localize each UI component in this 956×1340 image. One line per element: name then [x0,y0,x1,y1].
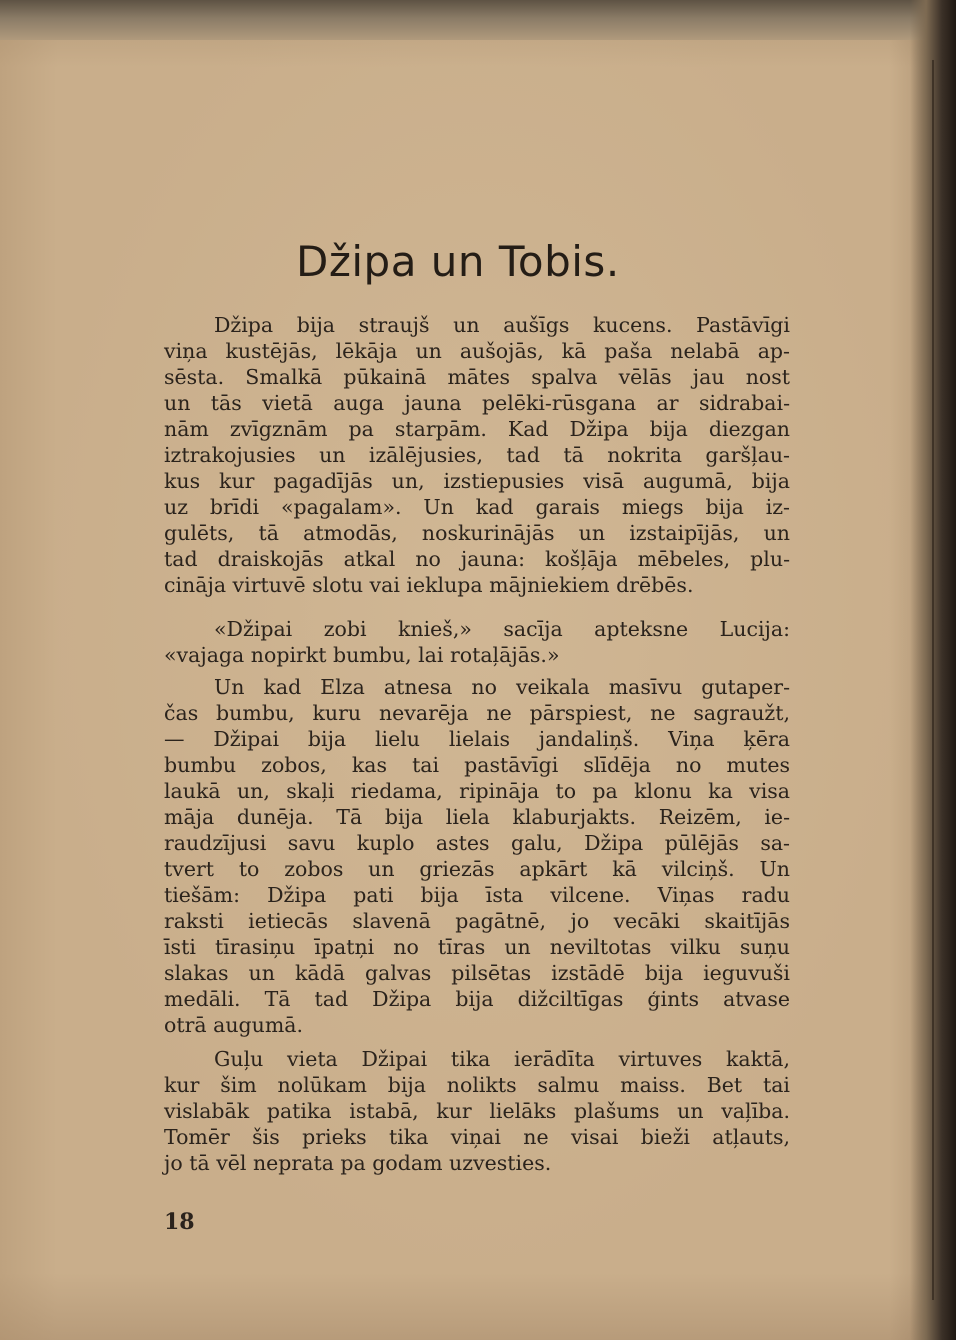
text-line: jo tā vēl neprata pa godam uzvesties. [164,1151,552,1175]
text-line: — Džipai bija lielu lielais jandaliņš. Viņa ķēra [164,727,790,751]
text-line: gulēts, tā atmodās, noskurinājās un izstaipījās, un [164,521,790,545]
text-line: bumbu zobos, kas tai pastāvīgi slīdēja no mutes [164,753,790,777]
text-line: Džipa bija straujš un aušīgs kucens. Pastāvīgi [214,313,790,337]
text-line: čas bumbu, kuru nevarēja ne pārspiest, ne sagraužt, [164,701,790,725]
text-line: laukā un, skaļi riedama, ripināja to pa klonu ka visa [164,779,790,803]
text-line: tad draiskojās atkal no jauna: košļāja mēbeles, plu- [164,547,790,571]
text-line: «vajaga nopirkt bumbu, lai rotaļājās.» [164,643,560,667]
text-line: Tomēr šis prieks tika viņai ne visai bieži atļauts, [164,1125,790,1149]
text-line: raudzījusi savu kuplo astes galu, Džipa pūlējās sa- [164,831,790,855]
chapter-title: Džipa un Tobis. [296,237,620,286]
text-line: kus kur pagadījās un, izstiepusies visā augumā, bija [164,469,790,493]
text-line: un tās vietā auga jauna pelēki-rūsgana ar sidrabai- [164,391,790,415]
text-line: iztrakojusies un izālējusies, tad tā nokrita garšļau- [164,443,790,467]
text-line: tvert to zobos un griezās apkārt kā vilciņš. Un [164,857,790,881]
text-line: «Džipai zobi knieš,» sacīja apteksne Lucija: [214,617,790,641]
text-line: sēsta. Smalkā pūkainā mātes spalva vēlās jau nost [164,365,790,389]
text-line: slakas un kādā galvas pilsētas izstādē bija ieguvuši [164,961,790,985]
text-line: medāli. Tā tad Džipa bija dižciltīgas ģints atvase [164,987,790,1011]
text-line: vislabāk patika istabā, kur lielāks plašums un vaļība. [164,1099,790,1123]
text-line: kur šim nolūkam bija nolikts salmu maiss. Bet tai [164,1073,790,1097]
text-line: otrā augumā. [164,1013,304,1037]
binding-crease [932,60,934,1300]
text-line: viņa kustējās, lēkāja un aušojās, kā paša nelabā ap- [164,339,790,363]
text-line: Guļu vieta Džipai tika ierādīta virtuves kaktā, [214,1047,790,1071]
text-line: īsti tīrasiņu īpatņi no tīras un neviltotas vilku suņu [164,935,790,959]
text-line: Un kad Elza atnesa no veikala masīvu gutaper- [214,675,790,699]
page-number: 18 [164,1209,195,1235]
text-line: māja dunēja. Tā bija liela klaburjakts. Reizēm, ie- [164,805,790,829]
text-line: raksti ietiecās slavenā pagātnē, jo vecāki skaitījās [164,909,790,933]
text-line: tiešām: Džipa pati bija īsta vilcene. Viņas radu [164,883,790,907]
text-line: cināja virtuvē slotu vai ieklupa mājniekiem drēbēs. [164,573,694,597]
text-line: uz brīdi «pagalam». Un kad garais miegs bija iz- [164,495,790,519]
text-line: nām zvīgznām pa starpām. Kad Džipa bija diezgan [164,417,790,441]
page-top-edge [0,0,956,40]
